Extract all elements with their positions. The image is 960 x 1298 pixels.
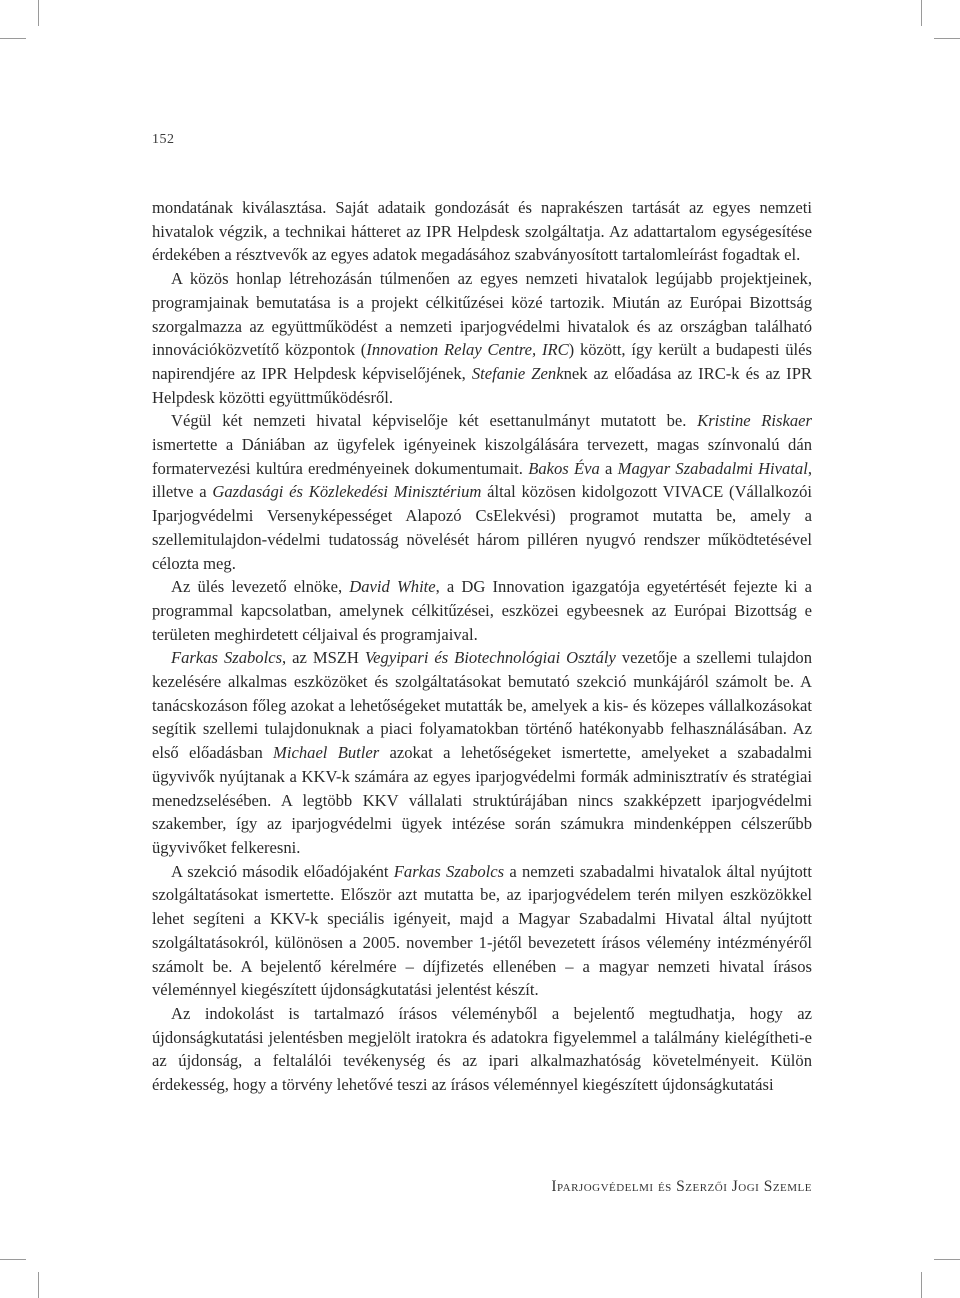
crop-mark-bottom-left-h: [0, 1259, 26, 1260]
italic-name: Michael Butler: [273, 743, 380, 763]
text-run: által közösen kidolgozott VIVACE (Vállalkozói Iparjogvédelmi Versenyképességet Alapozó CsElekvési) programot mutatta be, amely a szellemitulajdon-védelmi tudatosság növelését három pilléren nyugvó rendszer működtetésével célozta meg.: [152, 482, 812, 573]
paragraph-2: [152, 267, 812, 409]
body-text: [152, 196, 812, 1097]
italic-name: David White: [349, 577, 436, 597]
crop-mark-bottom-right-h: [934, 1259, 960, 1260]
italic-name: Vegyipari és Biotechnológiai Osztály: [364, 648, 616, 668]
paragraph-4: [152, 575, 812, 646]
paragraph-3: [152, 409, 812, 575]
crop-mark-top-right-v: [921, 0, 922, 26]
text-run: mondatának kiválasztása. Saját adataik gondozását és naprakészen tartását az egyes nemzeti hivatalok végzik, a technikai hátteret az IPR Helpdesk szolgáltatja. Az adattartalom egységesítése érdekében a résztvevők az egyes adatok megadásához szabványosított tartalomleírást fogadtak el.: [152, 198, 812, 265]
paragraph-1: [152, 196, 812, 267]
text-run: , az MSZH: [282, 648, 365, 668]
italic-name: Bakos Éva: [528, 458, 600, 478]
italic-name: Innovation Relay Centre, IRC: [366, 340, 569, 360]
text-run: , illetve a: [152, 458, 813, 502]
text-run: , a DG Innovation igazgatója egyetértését fejezte ki a programmal kapcsolatban, amelynek célkitűzései, eszközei egybeesnek az Európai Bizottság e területen meghirdetett céljaival és programjaival.: [152, 577, 812, 644]
text-run: Az indokolást is tartalmazó írásos véleményből a bejelentő megtudhatja, hogy az újdonságkutatási jelentésben megjelölt iratokra és adatokra figyelemmel a találmány kielégítheti-e az újdonság, a feltalálói tevékenység és az ipari alkalmazhatóság követelményeit. Külön érdekesség, hogy a törvény lehetővé teszi az írásos véleménnyel kiegészített újdonságkutatási: [152, 1003, 812, 1095]
journal-title-footer: Iparjogvédelmi és Szerzői Jogi Szemle: [551, 1178, 812, 1195]
crop-mark-top-left-h: [0, 38, 26, 39]
paragraph-7: [152, 1002, 812, 1097]
crop-mark-bottom-left-v: [38, 1272, 39, 1298]
paragraph-6: [152, 860, 812, 1002]
crop-mark-top-right-h: [934, 38, 960, 39]
text-run: Végül két nemzeti hivatal képviselője két esettanulmányt mutatott be.: [171, 411, 698, 431]
crop-mark-top-left-v: [38, 0, 39, 26]
text-run: nek az előadása az IRC-k és az IPR Helpdesk közötti együttműködésről.: [152, 363, 812, 407]
italic-name: Kristine Riskaer: [697, 411, 812, 431]
text-run: ismertette a Dániában az ügyfelek igényeinek kiszolgálására tervezett, magas színvonalú dán formatervezési kultúra eredményeinek dokumentumait.: [152, 435, 812, 478]
text-run: vezetője a szellemi tulajdon kezelésére alkalmas eszközöket és szolgáltatásokat bemutató szekció munkájáról számolt be. A tanácskozáson főleg azokat a lehetőségeket mutatták be, amelyek a kis- és közepes vállalkozásokat segítik szellemi tulajdonuknak a piaci folyamatokban történő hatékonyabb felhasználásában. Az első előadásban: [152, 648, 812, 763]
text-run: A közös honlap létrehozásán túlmenően az egyes nemzeti hivatalok legújabb projektjeinek, programjainak bemutatása is a projekt célkitűzései közé tartozik. Miután az Európai Bizottság szorgalmazza az együttműködést a nemzeti iparjogvédelmi hivatalok és az országban található innovációközvetítő központok (: [152, 269, 812, 360]
text-run: a nemzeti szabadalmi hivatalok által nyújtott szolgáltatásokat ismertette. Először azt mutatta be, az iparjogvédelem terén milyen eszközökkel lehet segíteni a KKV-k speciális igényeit, majd a Magyar Szabadalmi Hivatal által nyújtott szolgáltatásokról, különösen a 2005. november 1-jétől bevezetett írásos vélemény intézményéről számolt be. A bejelentő kérelmére – díjfizetés ellenében – a magyar nemzeti hivatal írásos véleménnyel kiegészített újdonságkutatási jelentést készít.: [152, 861, 812, 1000]
italic-name: Farkas Szabolcs: [393, 861, 505, 881]
text-run: ) között, így került a budapesti ülés napirendjére az IPR Helpdesk képviselőjének,: [152, 340, 812, 383]
italic-name: Gazdasági és Közlekedési Minisztérium: [212, 482, 482, 502]
text-run: azokat a lehetőségeket ismertette, amelyeket a szabadalmi ügyvivők nyújtanak a KKV-k számára az egyes iparjogvédelmi formák adminisztratív és stratégiai menedzselésében. A legtöbb KKV vállalati struktúrájában nincs szakképzett iparjogvédelmi szakember, így az iparjogvédelmi ügyek intézése során számukra mindenképpen célszerűbb ügyvivőket felkeresni.: [152, 743, 812, 857]
italic-name: Magyar Szabadalmi Hivatal: [617, 458, 808, 478]
text-run: a: [599, 458, 618, 478]
italic-name: Farkas Szabolcs: [171, 648, 283, 668]
paragraph-5: [152, 646, 812, 859]
page-number: 152: [152, 132, 175, 147]
italic-name: Stefanie Zenk: [471, 363, 564, 383]
crop-mark-bottom-right-v: [921, 1272, 922, 1298]
text-run: A szekció második előadójaként: [171, 861, 394, 881]
text-run: Az ülés levezető elnöke,: [171, 577, 350, 597]
